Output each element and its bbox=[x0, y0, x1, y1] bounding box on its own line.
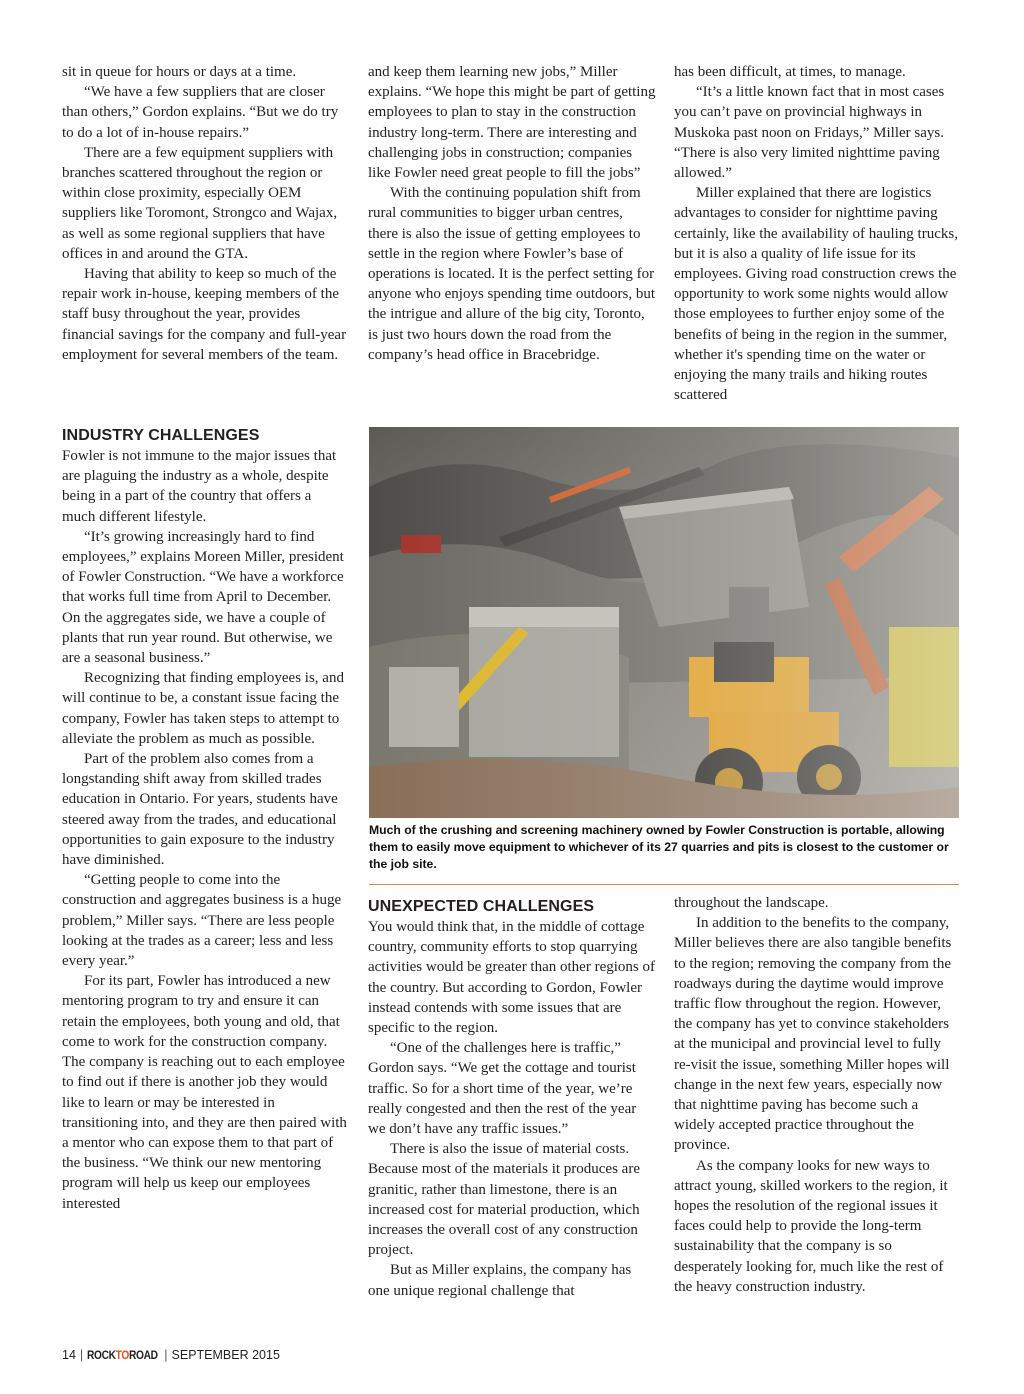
paragraph: Having that ability to keep so much of the repair work in-house, keeping members of the staff busy throughout the year, provides financial savings for the company and full-year employment for several members of the team. bbox=[62, 266, 347, 363]
quarry-photo bbox=[369, 427, 959, 818]
logo-rock: ROCK bbox=[87, 1348, 116, 1362]
paragraph: “It’s a little known fact that in most cases you can’t pave on provincial highways in Muskoka past noon on Fridays,” Miller says. “There is also very limited nighttime paving allowed.” bbox=[674, 84, 945, 182]
quarry-loader-image bbox=[369, 427, 959, 818]
column-3-top bbox=[674, 62, 960, 405]
paragraph: With the continuing population shift from rural communities to bigger urban centres, there is also the issue of getting employees to settle in the region where Fowler’s base of operations is located. It is the perfect setting for anyone who enjoys spending time outdoors, but the intrigue and allure of the big city, Toronto, is just two hours down the road from the company’s head office in Bracebridge. bbox=[368, 185, 656, 363]
paragraph: Part of the problem also comes from a longstanding shift away from skilled trades education in Ontario. For years, students have steered away from the trades, and educational opportunities to gain exposure to the industry have diminished. bbox=[62, 751, 338, 869]
column-3-bottom bbox=[674, 893, 960, 1297]
magazine-logo bbox=[87, 1348, 158, 1362]
footer-separator: | bbox=[79, 1348, 84, 1362]
paragraph: “One of the challenges here is traffic,” Gordon says. “We get the cottage and tourist traffic. So for a short time of the year, we’re really congested and then the rest of the year we don’t have any traffic issues.” bbox=[368, 1040, 637, 1138]
footer-separator: | bbox=[164, 1348, 168, 1362]
paragraph: As the company looks for new ways to attract young, skilled workers to the region, it hopes the resolution of the regional issues it faces could help to provide the long-term sustainability that the company is so desperately looking for, much like the rest of the heavy construction industry. bbox=[674, 1157, 948, 1295]
page-number: 14 bbox=[62, 1348, 76, 1362]
issue-date: SEPTEMBER 2015 bbox=[171, 1348, 280, 1362]
section-heading-unexpected-challenges: UNEXPECTED CHALLENGES bbox=[368, 898, 595, 915]
paragraph: “It’s growing increasingly hard to find employees,” explains Moreen Miller, president of Fowler Construction. “We have a workforce that works full time from April to December. On the aggregates side, we have a couple of plants that run year round. But otherwise, we are a seasonal business.” bbox=[62, 528, 344, 667]
paragraph: In addition to the benefits to the company, Miller believes there are also tangible benefits to the region; removing the company from the roadways during the daytime would improve traffic flow throughout the region. However, the company has yet to convince stakeholders at the municipal and provincial level to fully re-visit the issue, something Miller hopes will change in the next few years, especially now that nighttime paving has become such a widely accepted practice throughout the province. bbox=[674, 915, 952, 1154]
paragraph: For its part, Fowler has introduced a new mentoring program to try and ensure it can retain the employees, both young and old, that come to work for the construction company. The company is reaching out to each employee to find out if there is another job they would like to learn or may be interested in transitioning into, and they are then paired with a mentor who can expose them to that part of the business. “We think our new mentoring program will help us keep our employees interested bbox=[62, 973, 347, 1212]
column-1-bottom bbox=[62, 426, 348, 1214]
paragraph: Recognizing that finding employees is, and will continue to be, a constant issue facing the company, Fowler has taken steps to attempt to alleviate the problem as much as possible. bbox=[62, 670, 344, 747]
paragraph: sit in queue for hours or days at a time. bbox=[62, 64, 297, 80]
paragraph: But as Miller explains, the company has one unique regional challenge that bbox=[368, 1262, 632, 1299]
paragraph: Miller explained that there are logistics advantages to consider for nighttime paving certainly, like the availability of hauling trucks, but it is also a quality of life issue for its employees. Giving road construction crews the opportunity to work some nights would allow those employees to further enjoy some of the benefits of being in the region in the summer, whether it's spending time on the water or enjoying the many trails and hiking routes scattered bbox=[674, 185, 958, 404]
page-footer bbox=[62, 1348, 280, 1362]
column-2-top bbox=[368, 62, 656, 365]
logo-to: TO bbox=[115, 1348, 130, 1362]
paragraph: has been difficult, at times, to manage. bbox=[674, 64, 906, 80]
section-heading-industry-challenges: INDUSTRY CHALLENGES bbox=[62, 427, 260, 444]
column-2-bottom bbox=[368, 897, 656, 1301]
logo-road: ROAD bbox=[129, 1348, 158, 1362]
paragraph: throughout the landscape. bbox=[674, 895, 829, 911]
photo-caption: Much of the crushing and screening machinery owned by Fowler Construction is portable, allowing them to easily move equipment to whichever of its 27 quarries and pits is closest to the customer or the job site. bbox=[369, 823, 949, 871]
paragraph: “Getting people to come into the construction and aggregates business is a huge problem,” Miller says. “There are less people looking at the trades as a career; less and less every year.” bbox=[62, 872, 342, 970]
column-1-top bbox=[62, 62, 348, 365]
paragraph: There is also the issue of material costs. Because most of the materials it produces are granitic, rather than limestone, there is an increased cost for material production, which increases the overall cost of any construction project. bbox=[368, 1141, 640, 1259]
caption-divider bbox=[369, 884, 959, 885]
paragraph: There are a few equipment suppliers with branches scattered throughout the region or within close proximity, especially OEM suppliers like Toromont, Strongco and Wajax, as well as some regional suppliers that have offices in and around the GTA. bbox=[62, 144, 338, 262]
paragraph: “We have a few suppliers that are closer than others,” Gordon explains. “But we do try to do a lot of in-house repairs.” bbox=[62, 84, 339, 141]
paragraph: and keep them learning new jobs,” Miller explains. “We hope this might be part of getting employees to plan to stay in the construction industry long-term. There are interesting and challenging jobs in construction; companies like Fowler need great people to fill the jobs” bbox=[368, 64, 656, 182]
paragraph: Fowler is not immune to the major issues that are plaguing the industry as a whole, despite being in a part of the country that offers a much different lifestyle. bbox=[62, 448, 337, 525]
paragraph: You would think that, in the middle of cottage country, community efforts to stop quarrying activities would be greater than other regions of the country. But according to Gordon, Fowler instead contends with some issues that are specific to the region. bbox=[368, 919, 655, 1037]
